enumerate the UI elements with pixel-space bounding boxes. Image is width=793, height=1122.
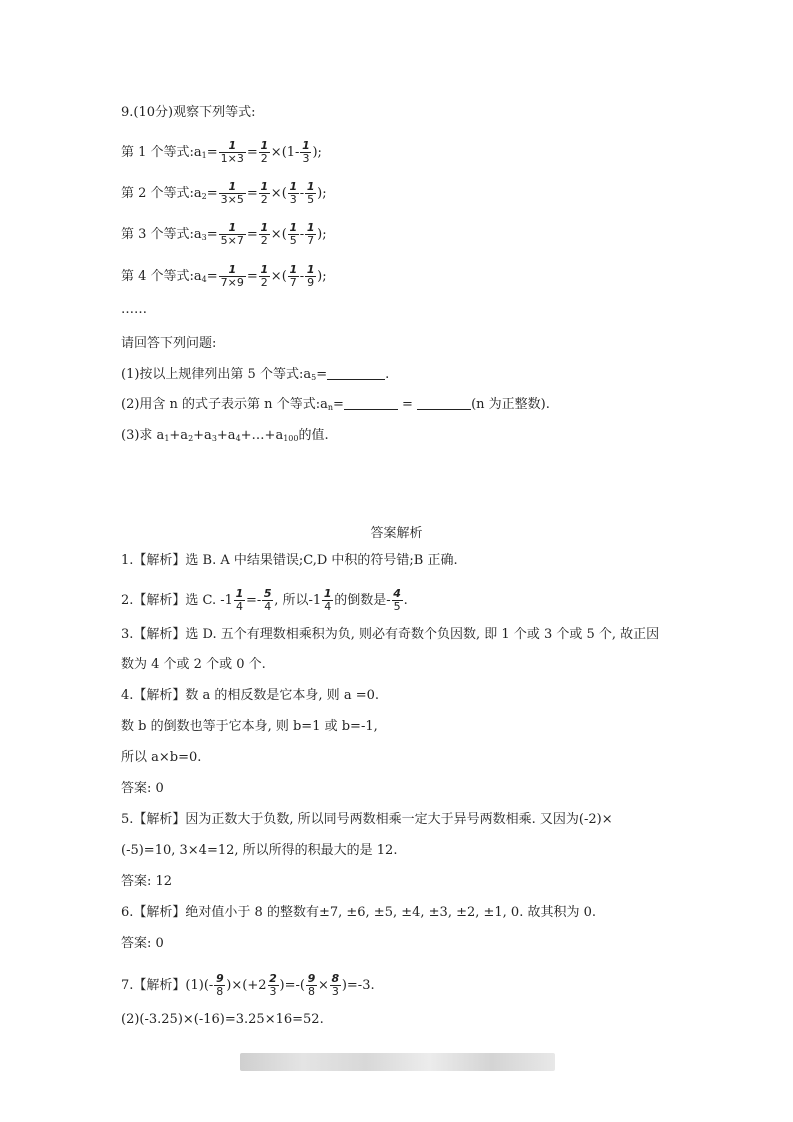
answer-4-line-3: 所以 a×b=0. (121, 750, 202, 765)
answer-blank (327, 367, 385, 380)
q9-part-3: (3)求 $a_1+a_2+a_3+a_4+\dots+a_{100}$的值. (121, 428, 329, 443)
answer-5-result: 答案: 12 (121, 874, 173, 889)
q9-equation-2: 第 2 个等式$:a_2=$ $\frac{1}{3\times 5}$ = $\frac{1}{2}$ ×( $\frac{1}{3}$ - $\frac{1}{5}$ ); (121, 180, 327, 206)
q9-equation-3: 第 3 个等式$:a_3=$ $\frac{1}{5\times 7}$ = $\frac{1}{2}$ ×( $\frac{1}{5}$ - $\frac{1}{7}$ ); (121, 221, 327, 247)
answer-blank (417, 397, 471, 410)
q9-part-2: (2)用含 n 的式子表示第 n 个等式$:a_n= = (n$ 为正整数). (121, 397, 550, 412)
q9-part-1: (1)按以上规律列出第 5 个等式$:a_5=$ . (121, 367, 390, 382)
answer-7-line-2: (2)(-3.25)×(-16)=3.25×16=52. (121, 1012, 324, 1027)
q9-header: 9.(10分)观察下列等式: (121, 105, 256, 120)
answer-3-line-2: 数为 4 个或 2 个或 0 个. (121, 657, 266, 672)
answer-3-line-1: 3.【解析】选 D. 五个有理数相乘积为负, 则必有奇数个负因数, 即 1 个或 3 个或 5 个, 故正因 (121, 627, 660, 642)
answer-1: 1.【解析】选 B. A 中结果错误;C,D 中积的符号错;B 正确. (121, 553, 458, 568)
blurred-footer (240, 1053, 555, 1071)
answer-6-line-1: 6.【解析】绝对值小于 8 的整数有±7, ±6, ±5, ±4, ±3, ±2, ±1, 0. 故其积为 0. (121, 905, 597, 920)
q9-equation-4: 第 4 个等式$:a_4=$ $\frac{1}{7\times 9}$ = $\frac{1}{2}$ ×( $\frac{1}{7}$ - $\frac{1}{9}$ ); (121, 263, 327, 289)
answer-7-line-1: 7.【解析】(1)(- $\frac{9}{8}$ )×(+2 $\frac{2}{3}$ )=-( $\frac{9}{8}$ × $\frac{8}{3}$ )=-3. (121, 972, 375, 998)
answer-blank (344, 397, 398, 410)
answer-5-line-1: 5.【解析】因为正数大于负数, 所以同号两数相乘一定大于异号两数相乘. 又因为(-2)× (121, 812, 613, 827)
q9-equation-1: 第 1 个等式$:a_1=$ $\frac{1}{1\times 3}$ = $\frac{1}{2}$ ×(1- $\frac{1}{3}$ ); (121, 139, 322, 165)
answer-4-line-1: 4.【解析】数 a 的相反数是它本身, 则 a =0. (121, 688, 379, 703)
answer-4-line-2: 数 b 的倒数也等于它本身, 则 b=1 或 b=-1, (121, 719, 378, 734)
q9-ellipsis: …… (121, 302, 147, 317)
answer-4-result: 答案: 0 (121, 781, 164, 796)
answers-title: 答案解析 (370, 526, 423, 541)
answer-5-line-2: (-5)=10, 3×4=12, 所以所得的积最大的是 12. (121, 843, 398, 858)
q9-prompt: 请回答下列问题: (121, 336, 217, 351)
answer-2: 2.【解析】选 C. -1 $\frac{1}{4}$ =- $\frac{5}{4}$ , 所以-1 $\frac{1}{4}$ 的倒数是- $\frac{4}{5}$ . (121, 587, 408, 613)
answer-6-result: 答案: 0 (121, 936, 164, 951)
